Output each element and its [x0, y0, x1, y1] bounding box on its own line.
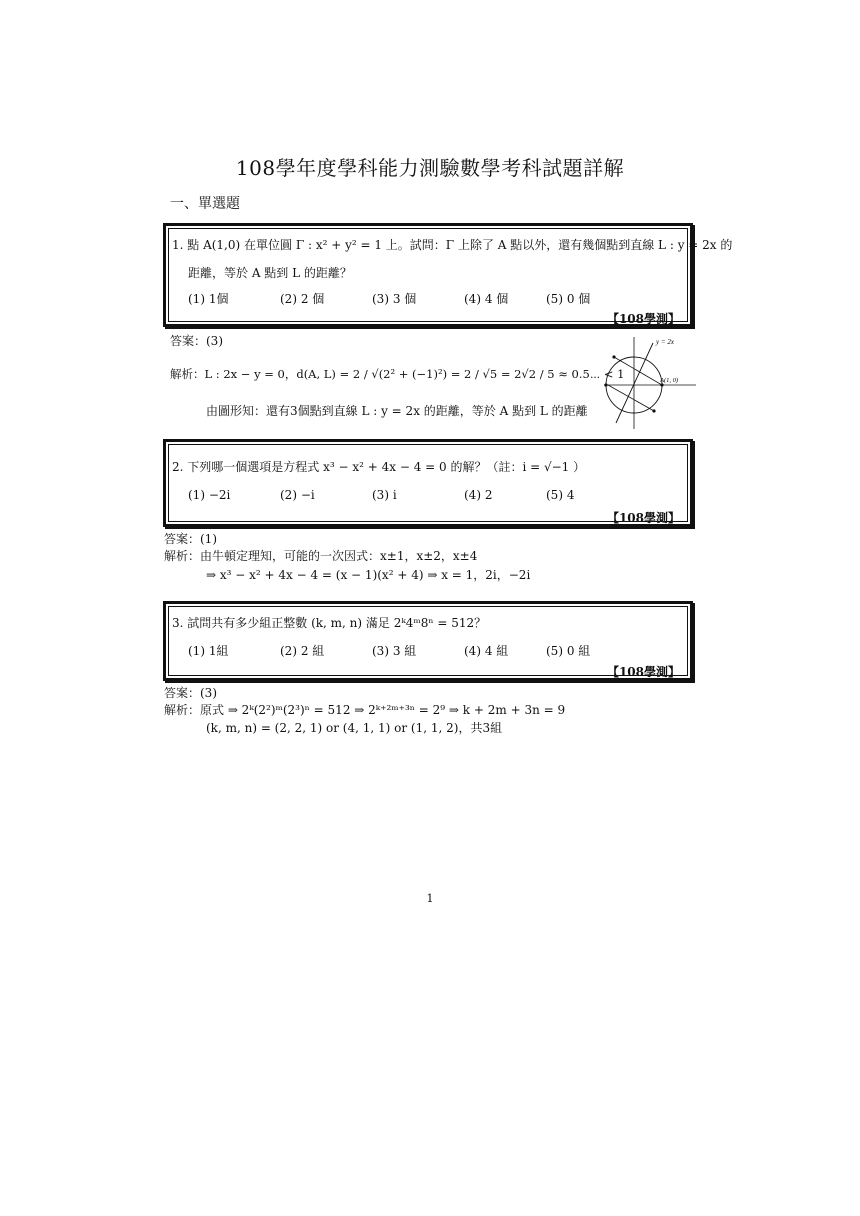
- question-2-source-tag: 【108學測】: [606, 511, 680, 525]
- question-3-stem: 3. 試問共有多少組正整數 (k, m, n) 滿足 2ᵏ4ᵐ8ⁿ = 512？: [172, 616, 487, 630]
- question-2-option-4: (4) 2: [464, 488, 493, 502]
- question-2-option-2: (2) −i: [280, 488, 315, 502]
- question-3-option-1: (1) 1組: [188, 644, 229, 658]
- question-2-box: [163, 439, 693, 527]
- question-2-option-5: (5) 4: [546, 488, 575, 502]
- question-2-stem: 2. 下列哪一個選項是方程式 x³ − x² + 4x − 4 = 0 的解？（註：i = √−1 ）: [172, 460, 586, 474]
- question-1-option-4: (4) 4 個: [464, 292, 509, 306]
- page-title: 108學年度學科能力測驗數學考科試題詳解: [235, 156, 625, 180]
- question-2-answer: 答案：(1): [164, 532, 217, 546]
- section-heading: 一、單選題: [170, 196, 240, 212]
- question-1-solution-line2: 由圖形知：還有3個點到直線 L : y = 2x 的距離，等於 A 點到 L 的距離: [206, 404, 588, 418]
- question-1-option-1: (1) 1個: [188, 292, 229, 306]
- question-1-source-tag: 【108學測】: [606, 312, 680, 326]
- page-number: 1: [426, 892, 434, 905]
- question-2-option-1: (1) −2i: [188, 488, 231, 502]
- question-1-stem-line2: 距離，等於 A 點到 L 的距離？: [188, 266, 352, 280]
- question-1-box: [163, 223, 733, 327]
- question-1-option-3: (3) 3 個: [372, 292, 417, 306]
- question-1-option-5: (5) 0 個: [546, 292, 591, 306]
- question-1-stem-line1: 1. 點 A(1,0) 在單位圓 Γ : x² + y² = 1 上。試問：Γ 上除了 A 點以外，還有幾個點到直線 L : y = 2x 的: [172, 238, 733, 252]
- question-3-option-5: (5) 0 組: [546, 644, 591, 658]
- question-2-solution-line1: 解析：由牛頓定理知，可能的一次因式：x±1，x±2，x±4: [164, 549, 478, 563]
- question-2-option-3: (3) i: [372, 488, 397, 502]
- question-3-option-3: (3) 3 組: [372, 644, 417, 658]
- question-3-option-2: (2) 2 組: [280, 644, 325, 658]
- question-2-solution-line2: ⇒ x³ − x² + 4x − 4 = (x − 1)(x² + 4) ⇒ x = 1，2i，−2i: [206, 568, 531, 582]
- question-1-answer: 答案：(3): [170, 334, 223, 348]
- figure-line-label: y = 2x: [656, 338, 674, 346]
- question-3-answer: 答案：(3): [164, 686, 217, 700]
- question-3-solution-line1: 解析：原式 ⇒ 2ᵏ(2²)ᵐ(2³)ⁿ = 512 ⇒ 2ᵏ⁺²ᵐ⁺³ⁿ = 2⁹ ⇒ k + 2m + 3n = 9: [164, 703, 566, 717]
- question-3-source-tag: 【108學測】: [606, 665, 680, 679]
- unit-circle-figure: [598, 335, 698, 431]
- figure-point-label: A(1, 0): [660, 377, 679, 384]
- question-1-option-2: (2) 2 個: [280, 292, 325, 306]
- question-3-solution-line2: (k, m, n) = (2, 2, 1) or (4, 1, 1) or (1, 1, 2)，共3組: [206, 721, 503, 735]
- question-1-solution-line1: 解析：L : 2x − y = 0，d(A, L) = 2 / √(2² + (−1)²) = 2 / √5 = 2√2 / 5 ≈ 0.5⋯ < 1: [170, 367, 625, 381]
- question-3-option-4: (4) 4 組: [464, 644, 509, 658]
- question-3-box: [163, 601, 693, 681]
